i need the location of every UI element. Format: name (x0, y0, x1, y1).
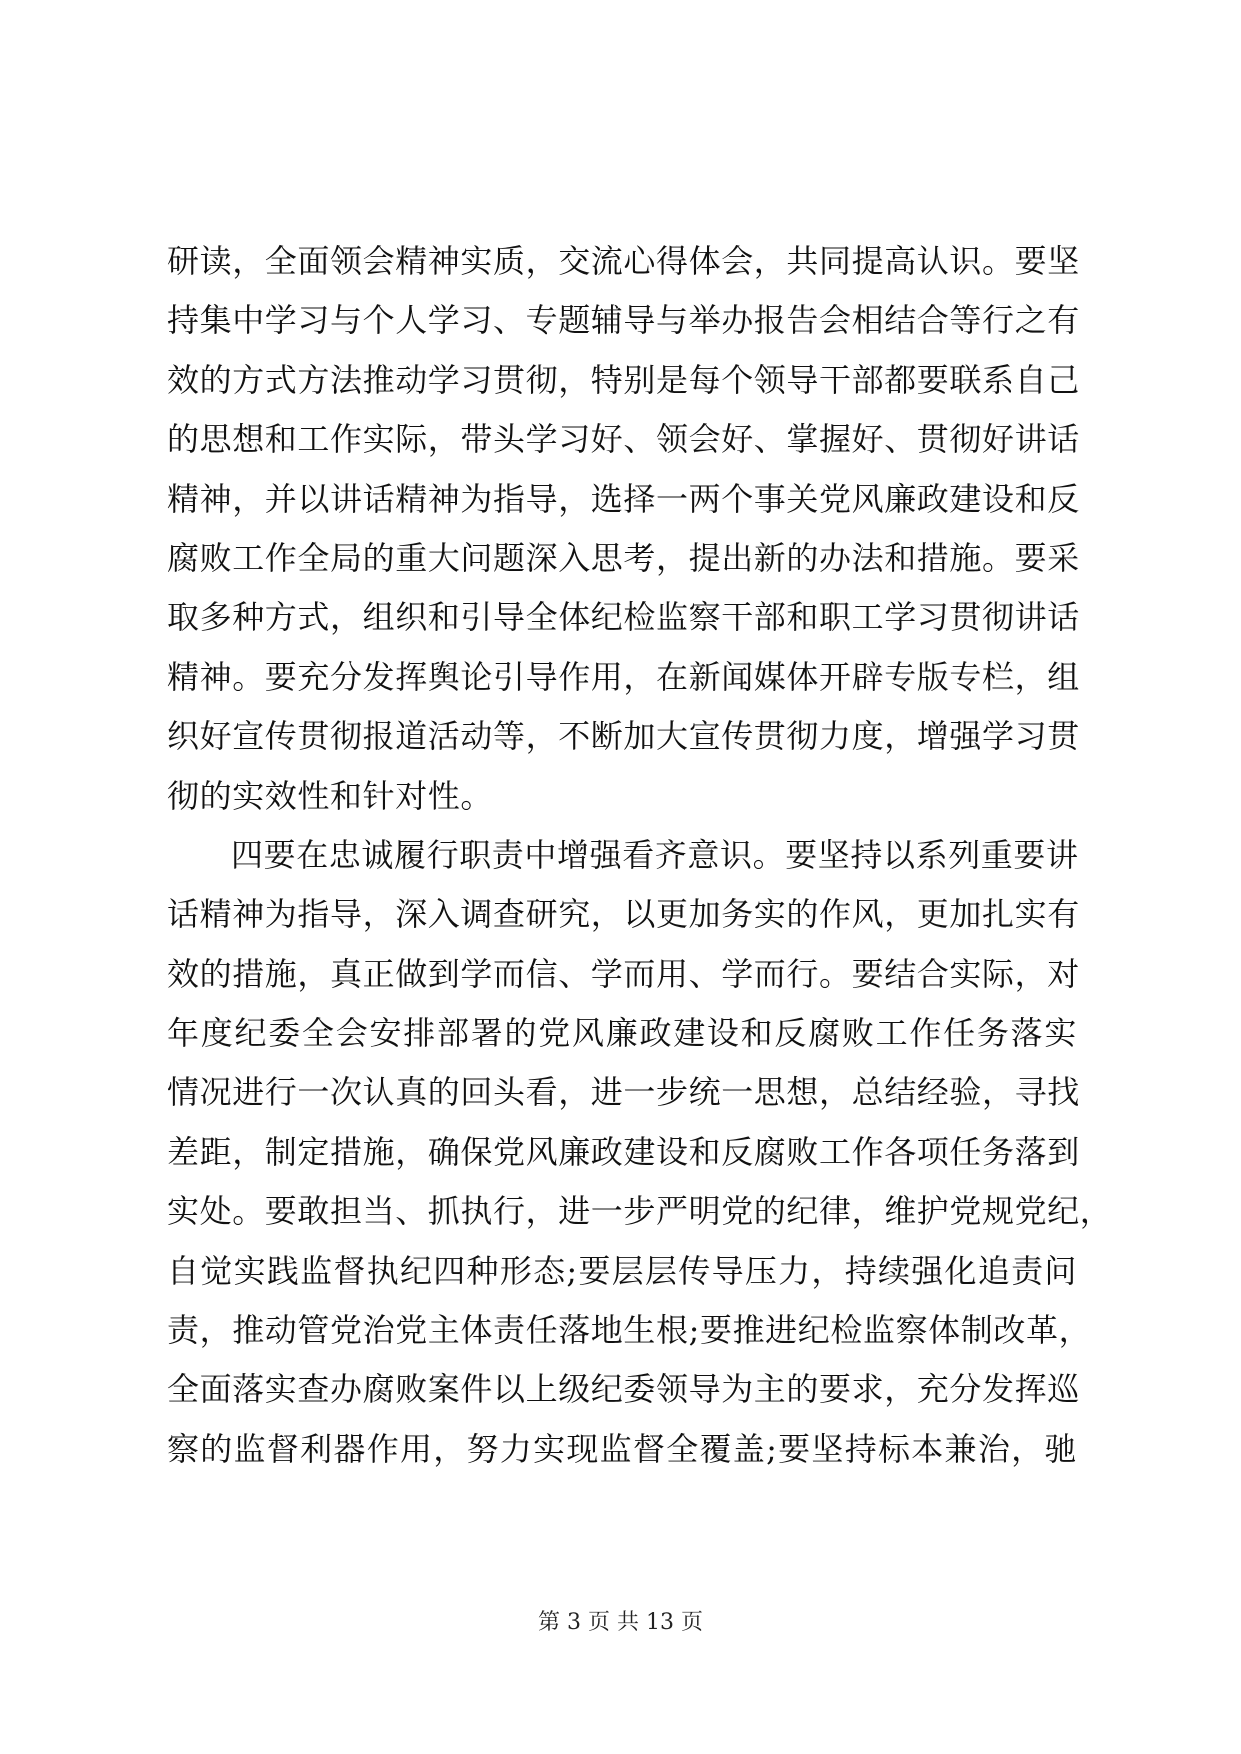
text-line: 研读，全面领会精神实质，交流心得体会，共同提高认识。要坚 (167, 242, 1080, 280)
text-line: 年度纪委全会安排部署的党风廉政建设和反腐败工作任务落实 (167, 1014, 1077, 1053)
text-line: 情况进行一次认真的回头看，进一步统一思想，总结经验，寻找 (167, 1073, 1080, 1112)
text-line: 效的方式方法推动学习贯彻，特别是每个领导干部都要联系自己 (167, 360, 1080, 399)
text-line: 持集中学习与个人学习、专题辅导与举办报告会相结合等行之有 (167, 301, 1080, 340)
text-line: 全面落实查办腐败案件以上级纪委领导为主的要求，充分发挥巡 (167, 1370, 1080, 1409)
text-line: 察的监督利器作用，努力实现监督全覆盖;要坚持标本兼治，驰 (167, 1429, 1077, 1468)
paragraph-first-line: 四要在忠诚履行职责中增强看齐意识。要坚持以系列重要讲 (231, 835, 1079, 874)
text-line: 织好宣传贯彻报道活动等，不断加大宣传贯彻力度，增强学习贯 (167, 717, 1080, 756)
text-line: 取多种方式，组织和引导全体纪检监察干部和职工学习贯彻讲话 (167, 598, 1080, 637)
body-text (167, 232, 1113, 1479)
text-line: 精神，并以讲话精神为指导，选择一两个事关党风廉政建设和反 (167, 479, 1080, 518)
text-line: 精神。要充分发挥舆论引导作用，在新闻媒体开辟专版专栏，组 (167, 657, 1080, 696)
text-line: 话精神为指导，深入调查研究，以更加务实的作风，更加扎实有 (167, 895, 1080, 934)
text-line: 责，推动管党治党主体责任落地生根;要推进纪检监察体制改革， (167, 1311, 1092, 1350)
text-line: 的思想和工作实际，带头学习好、领会好、掌握好、贯彻好讲话 (167, 420, 1080, 459)
text-line: 彻的实效性和针对性。 (167, 776, 494, 815)
text-line: 腐败工作全局的重大问题深入思考，提出新的办法和措施。要采 (167, 538, 1080, 577)
text-line: 自觉实践监督执纪四种形态;要层层传导压力，持续强化追责问 (167, 1251, 1077, 1290)
text-line: 差距，制定措施，确保党风廉政建设和反腐败工作各项任务落到 (167, 1132, 1080, 1171)
text-line: 效的措施，真正做到学而信、学而用、学而行。要结合实际，对 (167, 954, 1080, 993)
text-line: 实处。要敢担当、抓执行，进一步严明党的纪律，维护党规党纪， (167, 1192, 1113, 1231)
page-number-footer: 第 3 页 共 13 页 (538, 1610, 703, 1635)
